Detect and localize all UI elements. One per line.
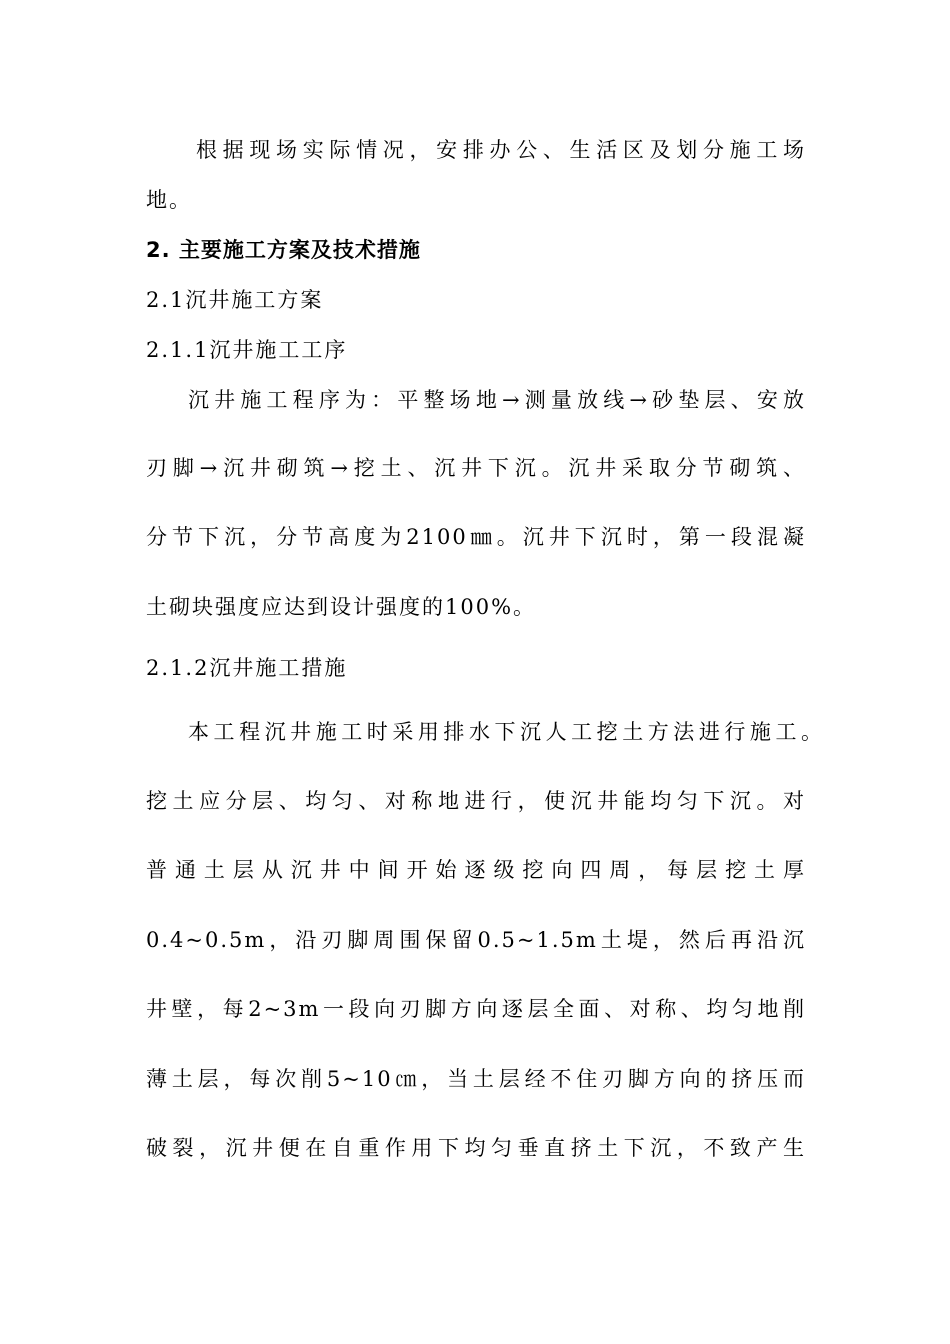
- paragraph-line-12: 挖土应分层、均匀、对称地进行，使沉井能均匀下沉。对: [146, 789, 806, 813]
- section-heading-2: 2. 主要施工方案及技术措施: [146, 238, 421, 262]
- paragraph-line-16: 薄土层，每次削5~10㎝，当土层经不住刃脚方向的挤压而: [146, 1067, 806, 1091]
- subsection-heading-2-1-2: 2.1.2沉井施工措施: [146, 656, 348, 680]
- paragraph-line-13: 普通土层从沉井中间开始逐级挖向四周，每层挖土厚: [146, 858, 806, 882]
- subsection-heading-2-1-1: 2.1.1沉井施工工序: [146, 338, 348, 362]
- paragraph-line-15: 井壁，每2~3m一段向刃脚方向逐层全面、对称、均匀地削: [146, 997, 806, 1021]
- subsection-heading-2-1: 2.1沉井施工方案: [146, 288, 324, 312]
- paragraph-line-2: 地。: [146, 188, 192, 212]
- paragraph-line-17: 破裂，沉井便在自重作用下均匀垂直挤土下沉，不致产生: [146, 1136, 806, 1160]
- paragraph-line-1: 根据现场实际情况，安排办公、生活区及划分施工场: [196, 138, 806, 162]
- paragraph-line-7: 刃脚→沉井砌筑→挖土、沉井下沉。沉井采取分节砌筑、: [146, 456, 806, 480]
- paragraph-line-14: 0.4~0.5m，沿刃脚周围保留0.5~1.5m土堤，然后再沿沉: [146, 928, 806, 952]
- paragraph-line-8: 分节下沉，分节高度为2100㎜。沉井下沉时，第一段混凝: [146, 525, 806, 549]
- paragraph-line-9: 土砌块强度应达到设计强度的100%。: [146, 595, 537, 619]
- paragraph-line-11: 本工程沉井施工时采用排水下沉人工挖土方法进行施工。: [188, 720, 824, 744]
- paragraph-line-6: 沉井施工程序为：平整场地→测量放线→砂垫层、安放: [188, 388, 806, 412]
